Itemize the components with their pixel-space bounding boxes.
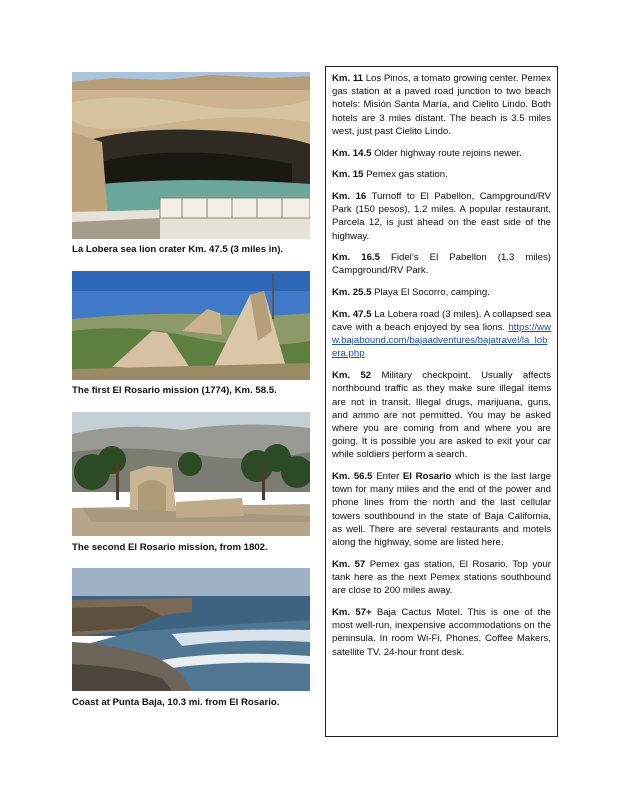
km-marker: Km. 47.5	[332, 308, 372, 320]
entry-text: Los Pinos, a tomato growing center. Pemex gas station at a paved road junction to two beach hotels: Misión Santa María, and Cielito Lindo. Both hotels are 3 miles distant. The beach is 3.5 miles west, just past Cielito Lindo.	[332, 73, 551, 137]
road-log-entry	[332, 251, 551, 277]
entry-text: Fidel’s El Pabellon (1.3 miles) Campground/RV Park.	[332, 252, 551, 277]
photo-punta-baja-coast	[72, 568, 310, 691]
entry-text: Playa El Socorro, camping.	[371, 287, 490, 299]
km-marker: Km. 11	[332, 73, 363, 84]
entry-text: La Lobera road (3 miles). A collapsed sea cave with a beach enjoyed by sea lions.	[332, 308, 551, 334]
photo-caption: Coast at Punta Baja, 10.3 mi. from El Rosario.	[72, 697, 280, 708]
km-marker: Km. 25.5	[332, 287, 372, 299]
road-log-entry	[332, 369, 551, 461]
road-log-entry	[332, 558, 551, 598]
road-log-entry	[332, 470, 551, 549]
km-marker: Km. 14.5	[332, 147, 372, 159]
entry-text: Older highway route rejoins newer.	[371, 147, 522, 159]
town-name: El Rosario	[402, 471, 452, 483]
road-log-entry	[332, 286, 551, 299]
la-lobera-link[interactable]: https://www.bajabound.com/bajaadventures/bajatravel/la_lobera.php	[332, 322, 551, 360]
km-marker: Km. 57	[332, 558, 366, 570]
km-marker: Km. 52	[332, 370, 372, 382]
road-log-entry	[332, 308, 551, 361]
road-log-entry	[332, 168, 551, 181]
entry-text: Military checkpoint. Usually affects northbound traffic as they make sure illegal items are not in transit. Illegal drugs, marijuana, guns, and ammo are not permitted. You may be asked where you are coming from and where you are going. It is possible you are asked to exit your car while soldiers perform a search.	[332, 370, 551, 461]
entry-text: Turnoff to El Pabellon, Campground/RV Park (150 pesos), 1.2 miles. A popular restaurant, Parcela 12, is just ahead on the east side of the highway.	[332, 190, 551, 242]
entry-text: which is the last large town for many miles and the end of the power and phone lines from the north and the last cellular towers southbound in the state of Baja California, as well. There are several restaurants and motels along the highway, some are listed here.	[332, 471, 551, 549]
entry-text: Pemex gas station, El Rosario. Top your tank here as the next Pemex stations southbound are close to 200 miles away.	[332, 558, 551, 597]
road-log-entry	[332, 147, 551, 160]
entry-text: Pemex gas station.	[363, 169, 448, 181]
photo-caption: The first El Rosario mission (1774), Km. 58.5.	[72, 385, 277, 396]
entry-text: Baja Cactus Motel. This is one of the most well-run, inexpensive accommodations on the peninsula. In room Wi-Fi, Phones, Coffee Makers, satellite TV. 24-hour front desk.	[332, 606, 551, 658]
photo-first-mission-ruins	[72, 271, 310, 380]
km-marker: Km. 16.5	[332, 252, 380, 264]
road-log-entry	[332, 606, 551, 659]
km-marker: Km. 15	[332, 169, 364, 181]
road-log-box	[325, 66, 558, 737]
km-marker: Km. 57+	[332, 606, 372, 618]
photo-caption: The second El Rosario mission, from 1802.	[72, 542, 268, 553]
road-log-entry	[332, 72, 551, 138]
photo-caption: La Lobera sea lion crater Km. 47.5 (3 miles in).	[72, 244, 284, 255]
km-marker: Km. 56.5	[332, 471, 373, 483]
photo-second-mission-ruins	[72, 412, 310, 536]
entry-text: Enter	[372, 471, 403, 483]
photo-la-lobera-crater	[72, 72, 310, 239]
km-marker: Km. 16	[332, 190, 367, 202]
road-log-entry	[332, 190, 551, 243]
